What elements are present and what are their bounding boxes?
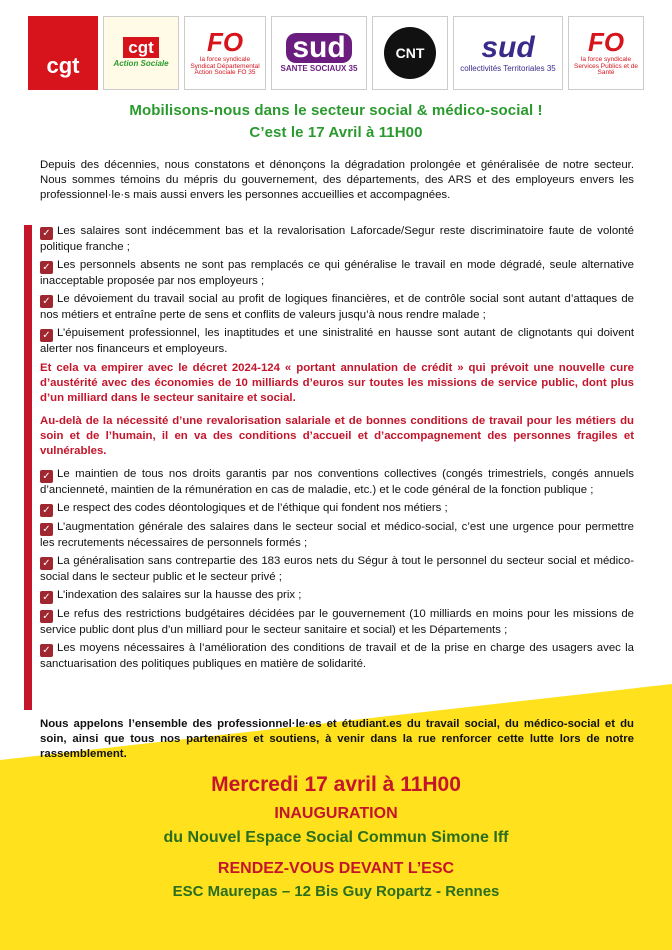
checkmark-icon: ✓ <box>40 329 53 342</box>
headline-line-2: C’est le 17 Avril à 11H00 <box>249 124 423 141</box>
union-logos-row <box>28 16 644 90</box>
event-address: ESC Maurepas – 12 Bis Guy Ropartz - Rennes <box>172 883 500 900</box>
fo-action-sociale-logo: FO la force syndicale Syndicat Départemental Action Sociale FO 35 <box>184 16 266 90</box>
event-label: INAUGURATION <box>274 805 398 822</box>
closing-call: Nous appelons l’ensemble des professionnel·le·es et étudiant.es du travail social, du médico-social et du soin, ainsi que tous nos partenaires et soutiens, à venir dans la rue renforcer cette lutte lors de notre rassemblement. <box>40 718 634 760</box>
checkmark-icon: ✓ <box>40 557 53 570</box>
event-date: Mercredi 17 avril à 11H00 <box>211 773 461 796</box>
checkmark-icon: ✓ <box>40 523 53 536</box>
demands-intro: Au-delà de la nécessité d’une revalorisation salariale et de bonnes conditions de travail pour les métiers du soin et de l’humain, il en va des conditions d’accueil et d’accompagnement des personnes fragiles et vulnérables. <box>40 415 634 457</box>
cnt-logo: CNT <box>372 16 448 90</box>
checkmark-icon: ✓ <box>40 470 53 483</box>
checkmark-icon: ✓ <box>40 591 53 604</box>
list-item: ✓ Les personnels absents ne sont pas remplacés ce qui généralise le travail en mode dégradé, seule alternative inacceptable proposée par nos employeurs ; <box>40 259 634 287</box>
sud-collectivites-logo: sud collectivités Territoriales 35 <box>453 16 563 90</box>
list-item: ✓ L’augmentation générale des salaires dans le secteur social et médico-social, c’est une urgence pour permettre les recrutements nécessaires de personnels formés ; <box>40 521 634 549</box>
checkmark-icon: ✓ <box>40 610 53 623</box>
checkmark-icon: ✓ <box>40 644 53 657</box>
list-item: ✓ L’épuisement professionnel, les inaptitudes et une sinistralité en hausse sont autant de clignotants qui doivent alerter nos financeurs et employeurs. <box>40 327 634 355</box>
list-item: ✓ Le dévoiement du travail social au profit de logiques financières, et de contrôle social sont autant d’attaques de nos métiers et entraîne perte de sens et conflits de valeurs jusqu’à nous rendre malade ; <box>40 293 634 321</box>
grievance-list <box>40 224 634 675</box>
checkmark-icon: ✓ <box>40 295 53 308</box>
event-meeting-point: RENDEZ-VOUS DEVANT L’ESC <box>217 860 455 877</box>
fo-services-publics-logo: FO la force syndicale Services Publics et de Santé <box>568 16 644 90</box>
list-item: ✓ Les salaires sont indécemment bas et la revalorisation Laforcade/Segur reste discriminatoire faute de volonté politique franche ; <box>40 225 634 253</box>
list-item: ✓ Les moyens nécessaires à l’amélioration des conditions de travail et de la prise en charge des usagers avec la sanctuarisation des politiques publiques en matière de solidarité. <box>40 642 634 670</box>
list-item: ✓ Le respect des codes déontologiques et de l’éthique qui fondent nos métiers ; <box>40 501 634 517</box>
cgt-action-sociale-logo: cgt Action Sociale <box>103 16 179 90</box>
event-place: du Nouvel Espace Social Commun Simone Iff <box>163 829 509 846</box>
cgt-logo: cgt <box>28 16 98 90</box>
sud-sante-sociaux-logo: sud SANTE SOCIAUX 35 <box>271 16 367 90</box>
red-side-bar <box>24 225 32 710</box>
checkmark-icon: ✓ <box>40 261 53 274</box>
list-item: ✓ L’indexation des salaires sur la hausse des prix ; <box>40 588 634 604</box>
headline-line-1: Mobilisons-nous dans le secteur social & médico-social ! <box>129 102 543 119</box>
checkmark-icon: ✓ <box>40 227 53 240</box>
list-item: ✓ Le refus des restrictions budgétaires décidées par le gouvernement (10 milliards en moins pour les missions de service public dont plus d’un milliard pour le secteur sanitaire et social) et les Départements ; <box>40 608 634 636</box>
list-item: ✓ Le maintien de tous nos droits garantis par nos conventions collectives (congés trimestriels, congés annuels d’ancienneté, maintien de la rémunération en cas de maladie, etc.) et le code général de la fonction publique ; <box>40 468 634 496</box>
intro-paragraph: Depuis des décennies, nous constatons et dénonçons la dégradation prolongée et généralisée de notre secteur. Nous sommes témoins du mépris du gouvernement, des départements, des ARS et des employeurs envers les professionnel·le·s mais aussi envers les personnes accueillies et accompagnées. <box>40 159 634 201</box>
checkmark-icon: ✓ <box>40 504 53 517</box>
list-item: ✓ La généralisation sans contrepartie des 183 euros nets du Ségur à tout le personnel du secteur social et médico-social dans le secteur public et le secteur privé ; <box>40 555 634 583</box>
austerity-warning: Et cela va empirer avec le décret 2024-124 « portant annulation de crédit » qui prévoit une nouvelle cure d’austérité avec des économies de 10 milliards d’euros sur toutes les missions de service public, dont plus d’un milliard dans le secteur sanitaire et social. <box>40 362 634 404</box>
